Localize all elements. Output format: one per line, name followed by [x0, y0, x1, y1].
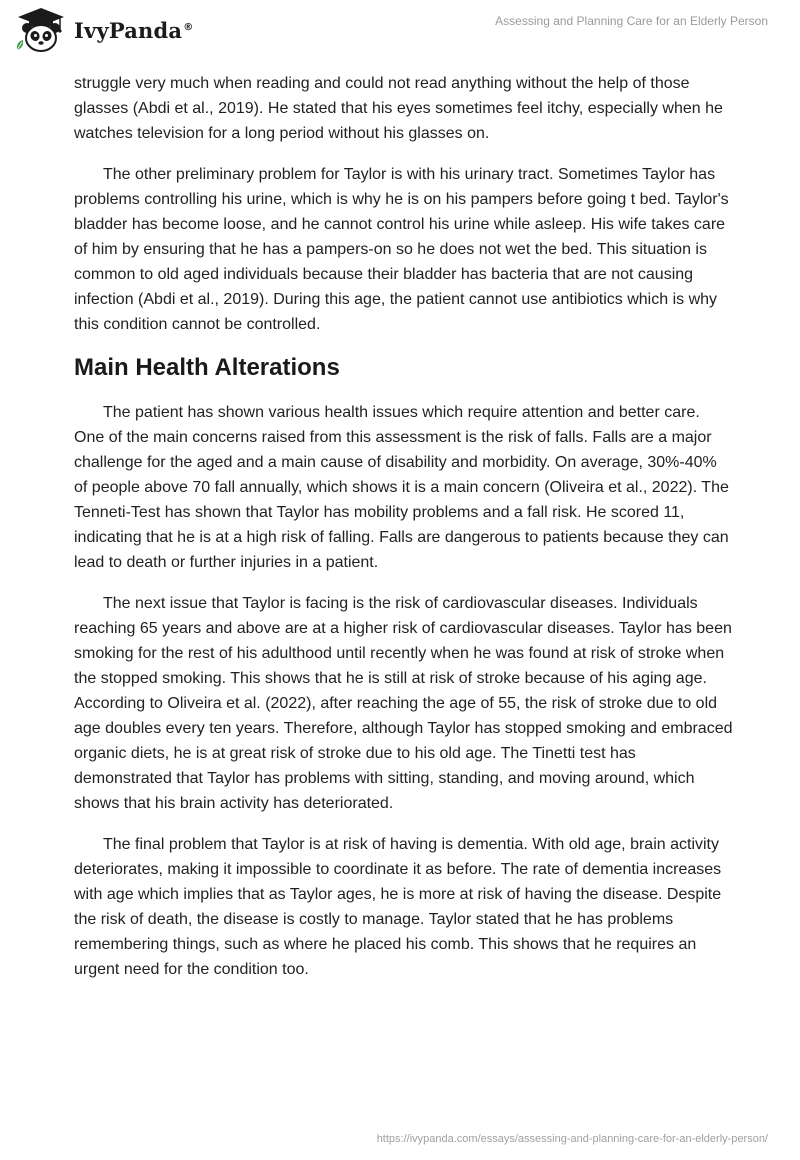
paragraph: The next issue that Taylor is facing is the risk of cardiovascular diseases. Individuals reaching 65 years and above are at a higher risk of cardiovascular diseases. Taylor has been smoking for the rest of his adulthood until recently when he was found at risk of stroke when the stopped smoking. This shows that he is still at risk of stroke because of his aging age. According to Oliveira et al. (2022), after reaching the age of 55, the risk of stroke due to old age doubles every ten years. Therefore, although Taylor has stopped smoking and embraced organic diets, he is at great risk of stroke due to his old age. The Tinetti test has demonstrated that Taylor has problems with sitting, standing, and moving around, which shows that his brain activity has deteriorated.	[74, 595, 733, 812]
document-title: Assessing and Planning Care for an Elderly Person	[495, 14, 768, 28]
page-header	[0, 0, 800, 64]
paragraph: struggle very much when reading and could not read anything without the help of those glasses (Abdi et al., 2019). He stated that his eyes sometimes feel itchy, especially when he watches television for a long period without his glasses on.	[74, 75, 723, 142]
source-url-link[interactable]: https://ivypanda.com/essays/assessing-and-planning-care-for-an-elderly-person/	[376, 1133, 768, 1145]
section-heading: Main Health Alterations	[74, 354, 340, 381]
paragraph: The final problem that Taylor is at risk of having is dementia. With old age, brain activity deteriorates, making it impossible to coordinate it as before. The rate of dementia increases with age which implies that as Taylor ages, he is more at risk of having the disease. Despite the risk of death, the disease is costly to manage. Taylor stated that he has problems remembering things, such as where he placed his comb. This shows that he requires an urgent need for the condition too.	[74, 836, 722, 978]
brand-registered-mark: ®	[183, 21, 194, 33]
paragraph: The other preliminary problem for Taylor is with his urinary tract. Sometimes Taylor has problems controlling his urine, which is why he is on his pampers before going t bed. Taylor's bladder has become loose, and he cannot control his urine while asleep. His wife takes care of him by ensuring that he has a pampers-on so he does not wet the bed. This situation is common to old aged individuals because their bladder has bacteria that are not causing infection (Abdi et al., 2019). During this age, the patient cannot use antibiotics which is why this condition cannot be controlled.	[74, 166, 729, 333]
panda-graduation-cap-icon	[14, 6, 68, 54]
brand-name: IvyPanda®	[74, 17, 194, 43]
paragraph: The patient has shown various health issues which require attention and better care. One of the main concerns raised from this assessment is the risk of falls. Falls are a major challenge for the aged and a main cause of disability and morbidity. On average, 30%-40% of people above 70 fall annually, which shows it is a main concern (Oliveira et al., 2022). The Tenneti-Test has shown that Taylor has mobility problems and a fall risk. He scored 11, indicating that he is at a high risk of falling. Falls are dangerous to patients because they can lead to death or further injuries in a patient.	[74, 404, 729, 571]
brand-logo[interactable]	[14, 6, 193, 54]
essay-body	[74, 71, 734, 998]
